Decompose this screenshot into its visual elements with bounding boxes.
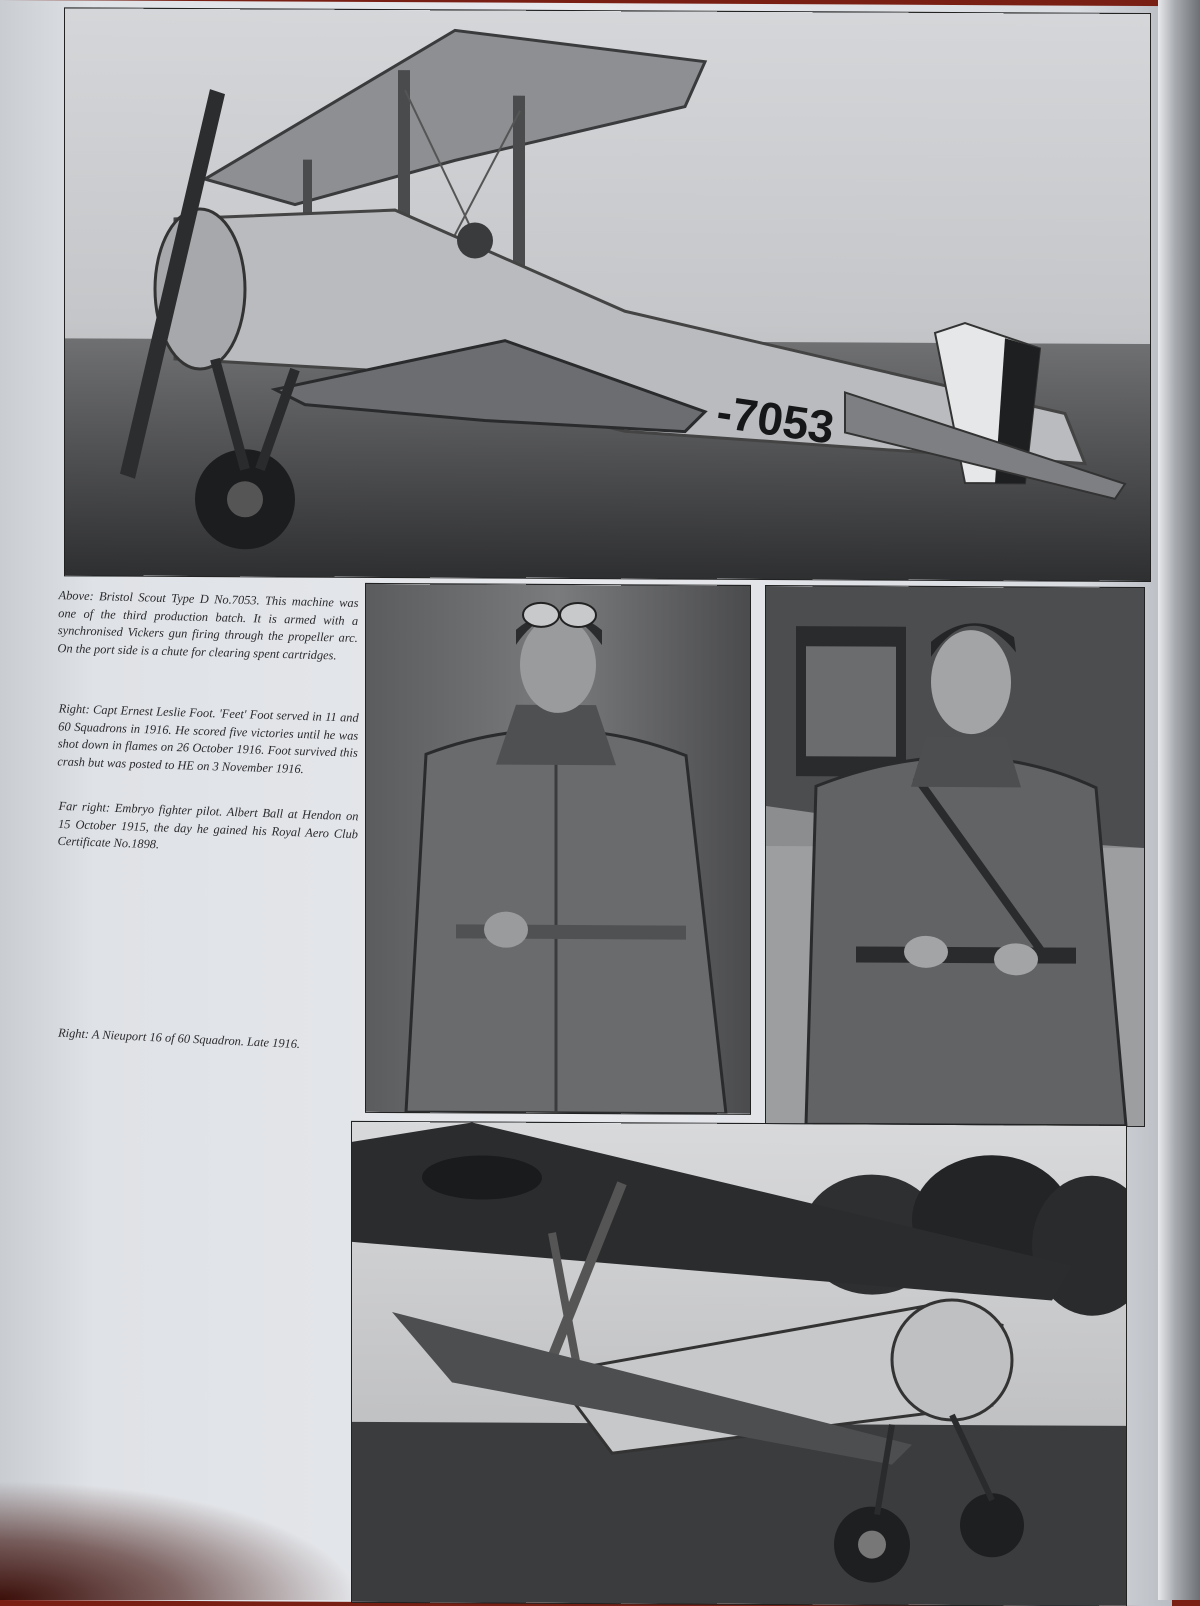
caption-albert-ball: Far right: Embryo fighter pilot. Albert Ball at Hendon on 15 October 1915, the day he gained his Royal Aero Club Certificate No.1898. <box>57 798 359 852</box>
caption-ernest-foot: Right: Capt Ernest Leslie Foot. 'Feet' Foot served in 11 and 60 Squadrons in 1916. He scored five victories until he was shot down in flames on 26 October 1916. Foot survived this crash but was posted to HE on 3 November 1916. <box>57 701 359 776</box>
ernest-foot-portrait-photo <box>366 584 750 1114</box>
nieuport-16-photo <box>352 1122 1126 1606</box>
aircraft-serial: -7053 <box>713 385 838 454</box>
albert-ball-portrait-photo <box>766 586 1144 1126</box>
adjacent-page-edge <box>1158 0 1200 1600</box>
book-shadow <box>0 1480 360 1600</box>
bristol-scout-photo <box>65 8 1150 581</box>
caption-nieuport: Right: A Nieuport 16 of 60 Squadron. Late 1916. <box>57 1025 301 1052</box>
caption-bristol-scout: Above: Bristol Scout Type D No.7053. This machine was one of the third production batch. It is armed with a synchronised Vickers gun firing through the propeller arc. On the port side is a chute for clearing spent cartridges. <box>57 588 359 663</box>
